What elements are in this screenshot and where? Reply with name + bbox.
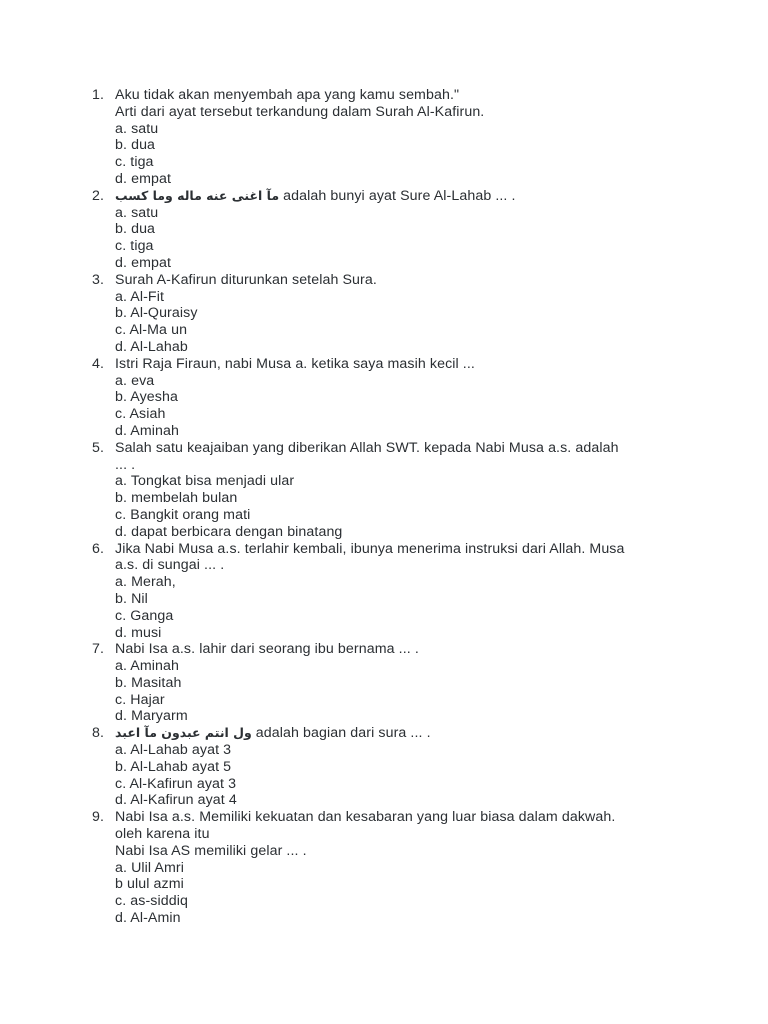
question-item [88,188,688,272]
answer-options [115,289,688,356]
answer-option: d. dapat berbicara dengan binatang [115,523,343,540]
answer-options [115,658,688,725]
answer-option: a. Tongkat bisa menjadi ular [115,473,295,490]
answer-option: d. Al-Kafirun ayat 4 [115,792,237,809]
question-text-part: adalah bagian dari sura ... . [255,725,431,742]
question-text: Istri Raja Firaun, nabi Musa a. ketika saya masih kecil ... [115,355,475,372]
question-text: Nabi Isa a.s. Memiliki kekuatan dan kesabaran yang luar biasa dalam dakwah. [115,809,616,826]
arabic-verse: ول انتم عبدون مآ اعبد [115,725,252,741]
question-number: 9. [92,809,105,826]
question-text: Nabi Isa a.s. lahir dari seorang ibu bernama ... . [115,641,419,658]
question-number: 3. [92,271,105,288]
question-number: 1. [92,87,105,103]
answer-option: b. Nil [115,590,148,607]
answer-option: d. Al-Amin [115,910,181,927]
answer-option: c. Asiah [115,406,166,423]
answer-option: c. Al-Kafirun ayat 3 [115,775,237,792]
question-item [88,87,688,188]
answer-option: c. tiga [115,154,154,171]
question-number: 6. [92,540,105,557]
answer-option: c. as-siddiq [115,893,188,910]
answer-option: d. Maryarm [115,708,188,725]
answer-option: b. Al-Quraisy [115,305,198,322]
answer-option: a. eva [115,372,155,389]
question-item [88,356,688,440]
answer-option: a. Merah, [115,574,176,591]
answer-option: d. Aminah [115,422,179,439]
answer-option: d. empat [115,254,172,271]
question-text-part: adalah bunyi ayat Sure Al-Lahab ... . [283,187,516,204]
answer-option: c. Ganga [115,607,174,624]
question-item [88,541,688,642]
answer-option: c. Hajar [115,691,165,708]
question-item [88,272,688,356]
answer-option: a. Al-Fit [115,288,164,305]
answer-option: c. tiga [115,238,154,255]
question-text: ... . [115,456,136,473]
answer-option: d. musi [115,624,162,641]
answer-option: a. Ulil Amri [115,859,184,876]
question-list [88,87,688,927]
answer-option: a. satu [115,120,159,137]
answer-option: a. Al-Lahab ayat 3 [115,742,232,759]
question-item [88,440,688,541]
answer-option: b. Al-Lahab ayat 5 [115,758,232,775]
answer-option: b. Ayesha [115,389,178,406]
answer-option: d. Al-Lahab [115,338,188,355]
answer-options [115,860,688,927]
question-text: Surah A-Kafirun diturunkan setelah Sura. [115,271,377,288]
question-item [88,725,688,809]
answer-option: b ulul azmi [115,876,184,893]
question-item [88,641,688,725]
question-text: Aku tidak akan menyembah apa yang kamu sembah." [115,87,460,103]
question-number: 5. [92,439,105,456]
answer-options [115,121,688,188]
question-text [115,188,688,205]
question-text: Nabi Isa AS memiliki gelar ... . [115,842,307,859]
question-text: a.s. di sungai ... . [115,557,225,574]
answer-option: a. satu [115,204,159,221]
answer-options [115,742,688,809]
question-text: Salah satu keajaiban yang diberikan Allah SWT. kepada Nabi Musa a.s. adalah [115,439,619,456]
arabic-verse: مآ اغنى عنه ماله وما كسب [115,187,280,203]
answer-option: b. dua [115,221,156,238]
question-number: 8. [92,725,105,742]
question-text: Jika Nabi Musa a.s. terlahir kembali, ibunya menerima instruksi dari Allah. Musa [115,540,625,557]
question-item [88,809,688,927]
question-number: 7. [92,641,105,658]
answer-option: d. empat [115,170,172,187]
answer-options [115,205,688,272]
answer-options [115,574,688,641]
answer-option: b. membelah bulan [115,490,238,507]
answer-option: a. Aminah [115,658,179,675]
question-text [115,725,688,742]
answer-option: c. Bangkit orang mati [115,506,251,523]
question-text: Arti dari ayat tersebut terkandung dalam Surah Al-Kafirun. [115,103,485,120]
answer-option: c. Al-Ma un [115,322,188,339]
answer-options [115,473,688,540]
question-number: 4. [92,355,105,372]
question-text: oleh karena itu [115,826,210,843]
answer-option: b. Masitah [115,674,182,691]
question-number: 2. [92,187,105,204]
answer-option: b. dua [115,137,156,154]
answer-options [115,373,688,440]
